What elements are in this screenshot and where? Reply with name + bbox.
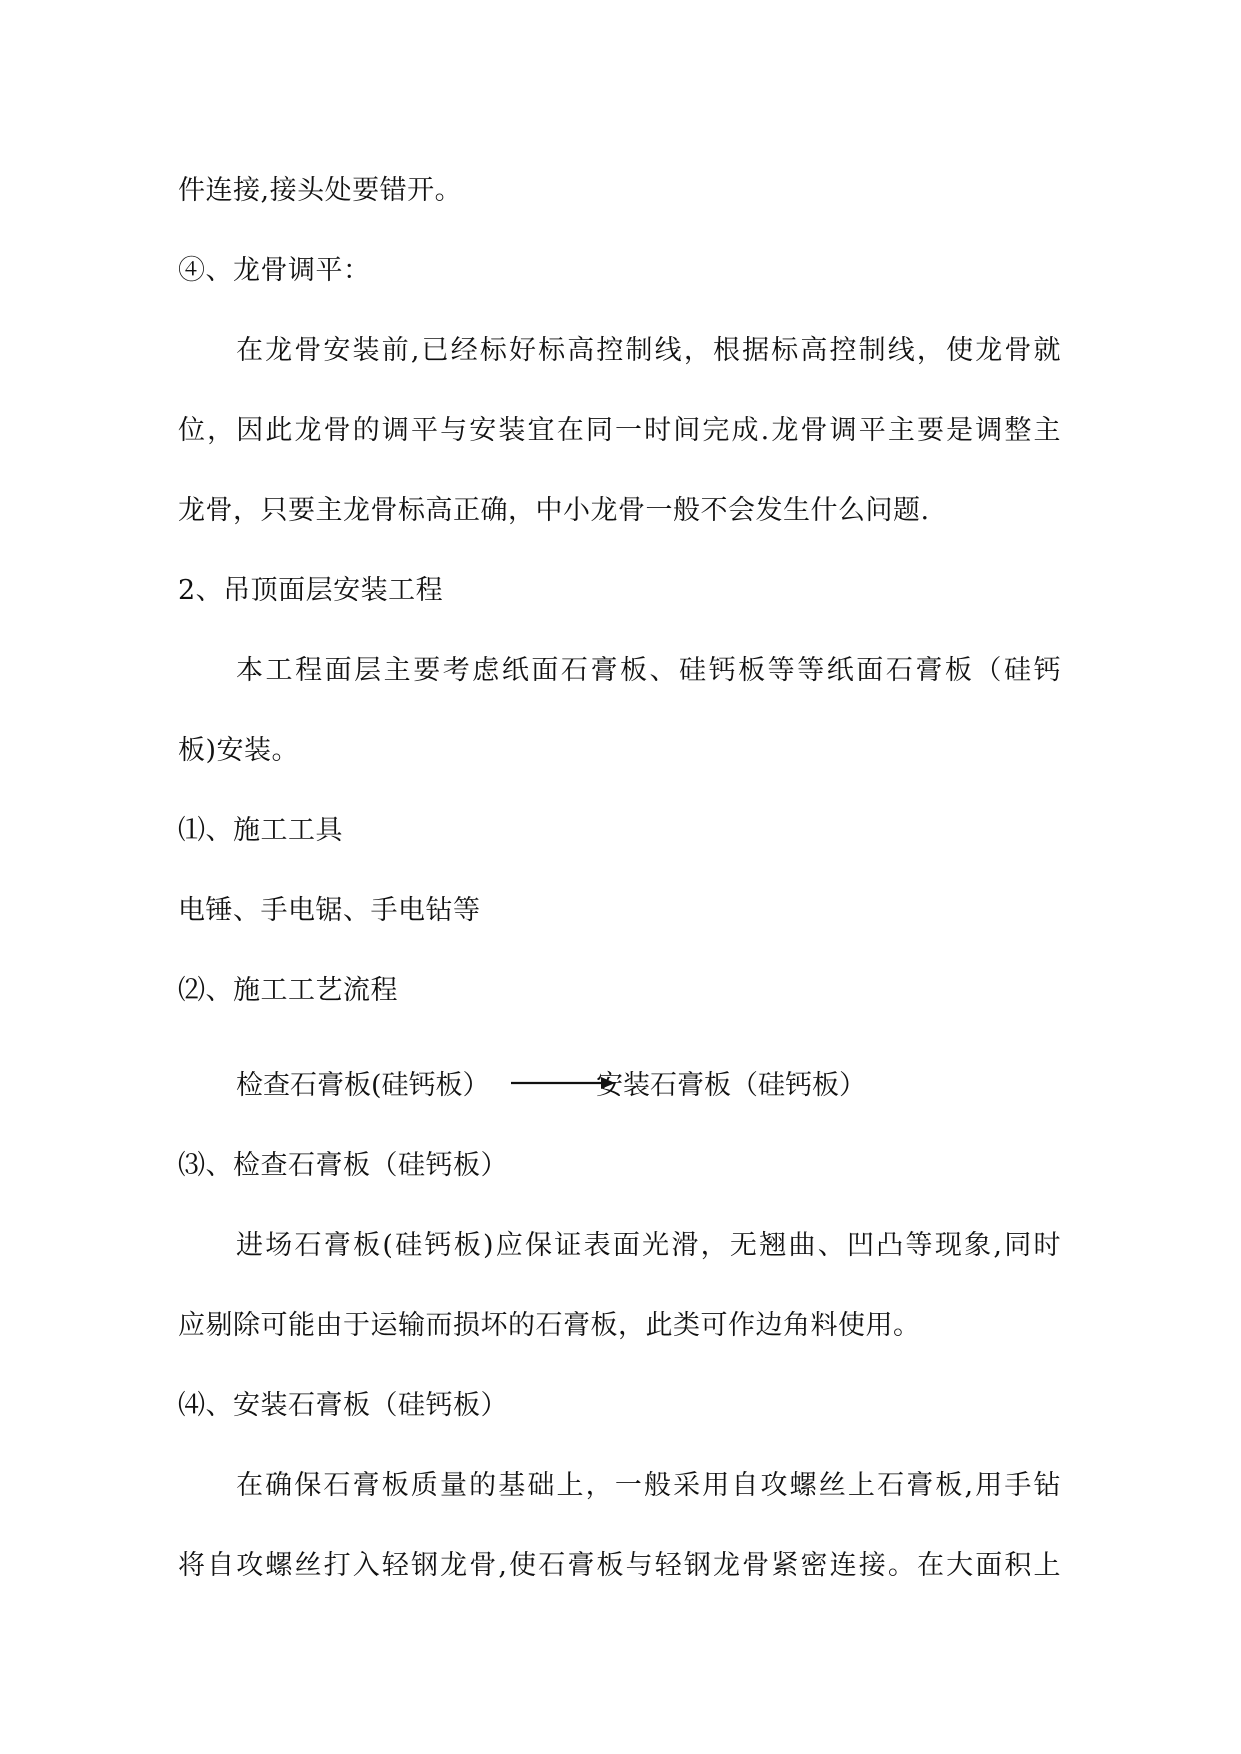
paragraph-line: 进场石膏板(硅钙板)应保证表面光滑，无翘曲、凹凸等现象,同时 <box>236 1230 1061 1261</box>
paragraph-line: 本工程面层主要考虑纸面石膏板、硅钙板等等纸面石膏板（硅钙 <box>236 655 1061 686</box>
subsection-heading-tools: ⑴、施工工具 <box>178 815 343 846</box>
paragraph-line: 在龙骨安装前,已经标好标高控制线，根据标高控制线，使龙骨就 <box>236 335 1061 366</box>
subsection-heading-install: ⑷、安装石膏板（硅钙板） <box>178 1390 508 1421</box>
flow-step-inspect: 检查石膏板(硅钙板） <box>236 1070 490 1101</box>
paragraph-line: 应剔除可能由于运输而损坏的石膏板，此类可作边角料使用。 <box>178 1310 921 1341</box>
paragraph-line: 位，因此龙骨的调平与安装宜在同一时间完成.龙骨调平主要是调整主 <box>178 415 1061 446</box>
subsection-heading-inspect: ⑶、检查石膏板（硅钙板） <box>178 1150 508 1181</box>
flow-step-install: 安装石膏板（硅钙板） <box>596 1070 866 1101</box>
paragraph-line: 将自攻螺丝打入轻钢龙骨,使石膏板与轻钢龙骨紧密连接。在大面积上 <box>178 1550 1061 1581</box>
subsection-heading-process-flow: ⑵、施工工艺流程 <box>178 975 398 1006</box>
section-heading-ceiling-surface: 2、吊顶面层安装工程 <box>178 575 444 606</box>
paragraph-line: 板)安装。 <box>178 735 300 766</box>
paragraph-line: 龙骨，只要主龙骨标高正确，中小龙骨一般不会发生什么问题. <box>178 495 930 526</box>
section-heading-keel-leveling: ④、龙骨调平： <box>178 255 371 286</box>
paragraph-line: 在确保石膏板质量的基础上，一般采用自攻螺丝上石膏板,用手钻 <box>236 1470 1061 1501</box>
paragraph-continuation: 件连接,接头处要错开。 <box>178 175 463 206</box>
paragraph-line: 电锤、手电锯、手电钻等 <box>178 895 481 926</box>
